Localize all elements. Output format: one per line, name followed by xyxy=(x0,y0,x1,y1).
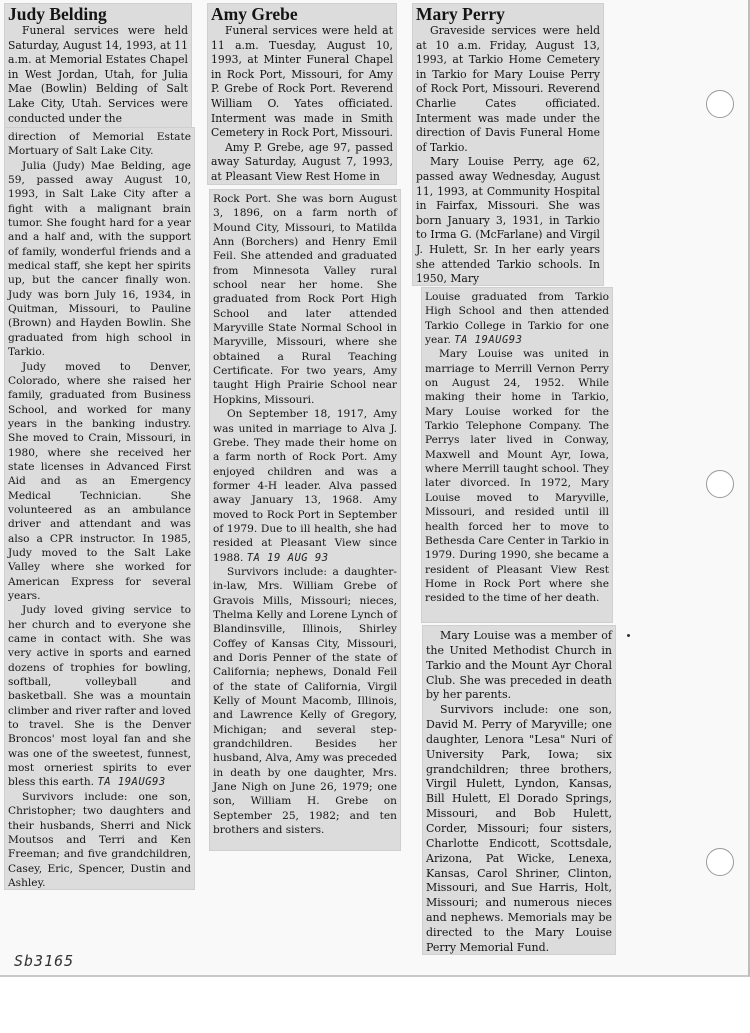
obituary-paragraph: Julia (Judy) Mae Belding, age 59, passed away August 10, 1993, in Salt Lake City after a fight with a malignant brain tumor. She fought hard for a year and a half and, with the support of family, wonderful friends and a medical staff, she kept her spirits up, but the cancer finally won. Judy was born July 16, 1934, in Quitman, Missouri, to Pauline (Brown) and Hayden Bowlin. She graduated from high school in Tarkio. xyxy=(8,159,191,359)
obituary-paragraph: Graveside services were held at 10 a.m. Friday, August 13, 1993, at Tarkio Home Cemetery in Tarkio for Mary Louise Perry of Rock Port, Missouri. Reverend Charlie Cates officiated. Interment was made under the direction of Davis Funeral Home of Tarkio. xyxy=(416,24,600,154)
obituary-paragraph: Mary Louise was united in marriage to Merrill Vernon Perry on August 24, 1952. While making their home in Tarkio, Mary Louise worked for the Tarkio Telephone Company. The Perrys later lived in Conway, Maxwell and Mount Ayr, Iowa, where Merrill taught school. They later divorced. In 1972, Mary Louise moved to Maryville, Missouri, and resided until ill health forced her to move to Bethesda Care Center in Tarkio in 1979. During 1990, she became a resident of Pleasant View Rest Home in Rock Port where she resided to the time of her death. xyxy=(425,348,609,605)
obituary-title: Mary Perry xyxy=(416,4,505,24)
punch-hole xyxy=(706,470,734,498)
handwritten-date-note: TA 19AUG93 xyxy=(97,776,166,789)
obituary-perry-part-3 xyxy=(422,625,616,955)
obituary-paragraph: Survivors include: one son, David M. Perry of Maryville; one daughter, Lenora "Lesa" Nuri of University Park, Iowa; six grandchildren; three brothers, Virgil Hulett, Lyndon, Kansas, Bill Hulett, El Dorado Springs, Missouri, and Bob Hulett, Corder, Missouri; four sisters, Charlotte Endicott, Scottsdale, Arizona, Pat Wicke, Lenexa, Kansas, Carol Shriner, Clinton, Missouri, and Sue Harris, Holt, Missouri; and numerous nieces and nephews. Memorials may be directed to the Mary Louise Perry Memorial Fund. xyxy=(426,703,612,954)
obituary-paragraph xyxy=(213,407,397,565)
obituary-paragraph: Survivors include: a daughter-in-law, Mrs. William Grebe of Gravois Mills, Missouri; nieces, Thelma Kelly and Lorene Lynch of Blandinsville, Illinois, Shirley Coffey of Kansas City, Missouri, and Doris Penner of the state of California; nephews, Donald Feil of the state of California, Virgil Kelly of Mount Macomb, Illinois, and Lawrence Kelly of Gregory, Michigan; and several step-grandchildren. Besides her husband, Alva, Amy was preceded in death by one daughter, Mrs. Jane Nigh on June 26, 1979; one son, William H. Grebe on September 25, 1982; and ten brothers and sisters. xyxy=(213,565,397,837)
obituary-paragraph: Mary Louise Perry, age 62, passed away Wednesday, August 11, 1993, at Community Hospital in Fairfax, Missouri. She was born January 3, 1931, in Tarkio to Irma G. (McFarlane) and Virgil J. Hulett, Sr. In her early years she attended Tarkio schools. In 1950, Mary xyxy=(416,155,600,286)
obituary-paragraph: Survivors include: one son, Christopher; two daughters and their husbands, Sherri and Nick Moutsos and Terri and Ken Freeman; and five grandchildren, Casey, Eric, Spencer, Dustin and Ashley. xyxy=(8,790,191,889)
obituary-paragraph: Rock Port. She was born August 3, 1896, on a farm north of Mound City, Missouri, to Matilda Ann (Borchers) and Henry Emil Feil. She attended and graduated from Minnesota Valley rural school near her home. She graduated from Rock Port High School and later attended Maryville State Normal School in Maryville, Missouri, where she obtained a Rural Teaching Certificate. For two years, Amy taught High Prairie School near Hopkins, Missouri. xyxy=(213,193,397,406)
punch-hole xyxy=(706,90,734,118)
obituary-paragraph: Funeral services were held Saturday, August 14, 1993, at 11 a.m. at Memorial Estates Chapel in West Jordan, Utah, for Julia Mae (Bowlin) Belding of Salt Lake City, Utah. Services were conducted under the xyxy=(8,24,188,125)
obituary-title: Amy Grebe xyxy=(211,4,298,24)
obituary-paragraph: Judy moved to Denver, Colorado, where she raised her family, graduated from Business School, and worked for many years in the banking industry. She moved to Crain, Missouri, in 1980, where she received her state licenses in Advanced First Aid and as an Emergency Medical Technician. She volunteered as an ambulance driver and attendant and was also a CPR instructor. In 1985, Judy moved to the Salt Lake Valley where she worked for American Express for several years. xyxy=(8,360,191,602)
handwritten-date-note: TA 19 AUG 93 xyxy=(246,551,329,564)
handwritten-archive-id: Sb3165 xyxy=(14,952,75,970)
obituary-paragraph xyxy=(425,290,609,347)
obituary-grebe-part-1 xyxy=(207,3,397,185)
obituary-paragraph: direction of Memorial Estate Mortuary of Salt Lake City. xyxy=(8,131,191,158)
obituary-paragraph: Amy P. Grebe, age 97, passed away Saturday, August 7, 1993, at Pleasant View Rest Home in xyxy=(211,140,393,183)
obituary-paragraph: Mary Louise was a member of the United Methodist Church in Tarkio and the Mount Ayr Choral Club. She was preceded in death by her parents. xyxy=(426,629,612,702)
obituary-grebe-part-2 xyxy=(209,189,401,851)
punch-hole xyxy=(706,848,734,876)
obituary-paragraph: Funeral services were held at 11 a.m. Tuesday, August 10, 1993, at Minter Funeral Chapel in Rock Port, Missouri, for Amy P. Grebe of Rock Port. Reverend William O. Yates officiated. Interment was made in Smith Cemetery in Rock Port, Missouri. xyxy=(211,24,393,140)
obituary-text: Louise graduated from Tarkio High School and then attended Tarkio College in Tarkio for one year. xyxy=(425,291,609,347)
obituary-belding-part-1 xyxy=(4,3,192,130)
handwritten-date-note: TA 19AUG93 xyxy=(454,334,523,347)
obituary-paragraph xyxy=(8,603,191,789)
obituary-text: Judy loved giving service to her church and to everyone she came in contact with. She was very active in sports and earned dozens of trophies for bowling, softball, volleyball and basketball. She was a mountain climber and river rafter and loved to travel. She is the Denver Broncos' most loyal fan and she was one of the sweetest, funnest, most orneriest spirits to ever bless this earth. xyxy=(8,604,192,789)
obituary-belding-part-2 xyxy=(4,127,195,890)
scan-speck xyxy=(627,634,630,637)
obituary-title: Judy Belding xyxy=(8,4,107,24)
obituary-text: On September 18, 1917, Amy was united in marriage to Alva J. Grebe. They made their home on a farm north of Rock Port. Amy enjoyed children and was a former 4-H leader. Alva passed away January 13, 1968. Amy moved to Rock Port in September of 1979. Due to ill health, she had resided at Pleasant View since 1988. xyxy=(213,408,397,564)
obituary-perry-part-1 xyxy=(412,3,604,286)
obituary-perry-part-2 xyxy=(421,287,613,623)
